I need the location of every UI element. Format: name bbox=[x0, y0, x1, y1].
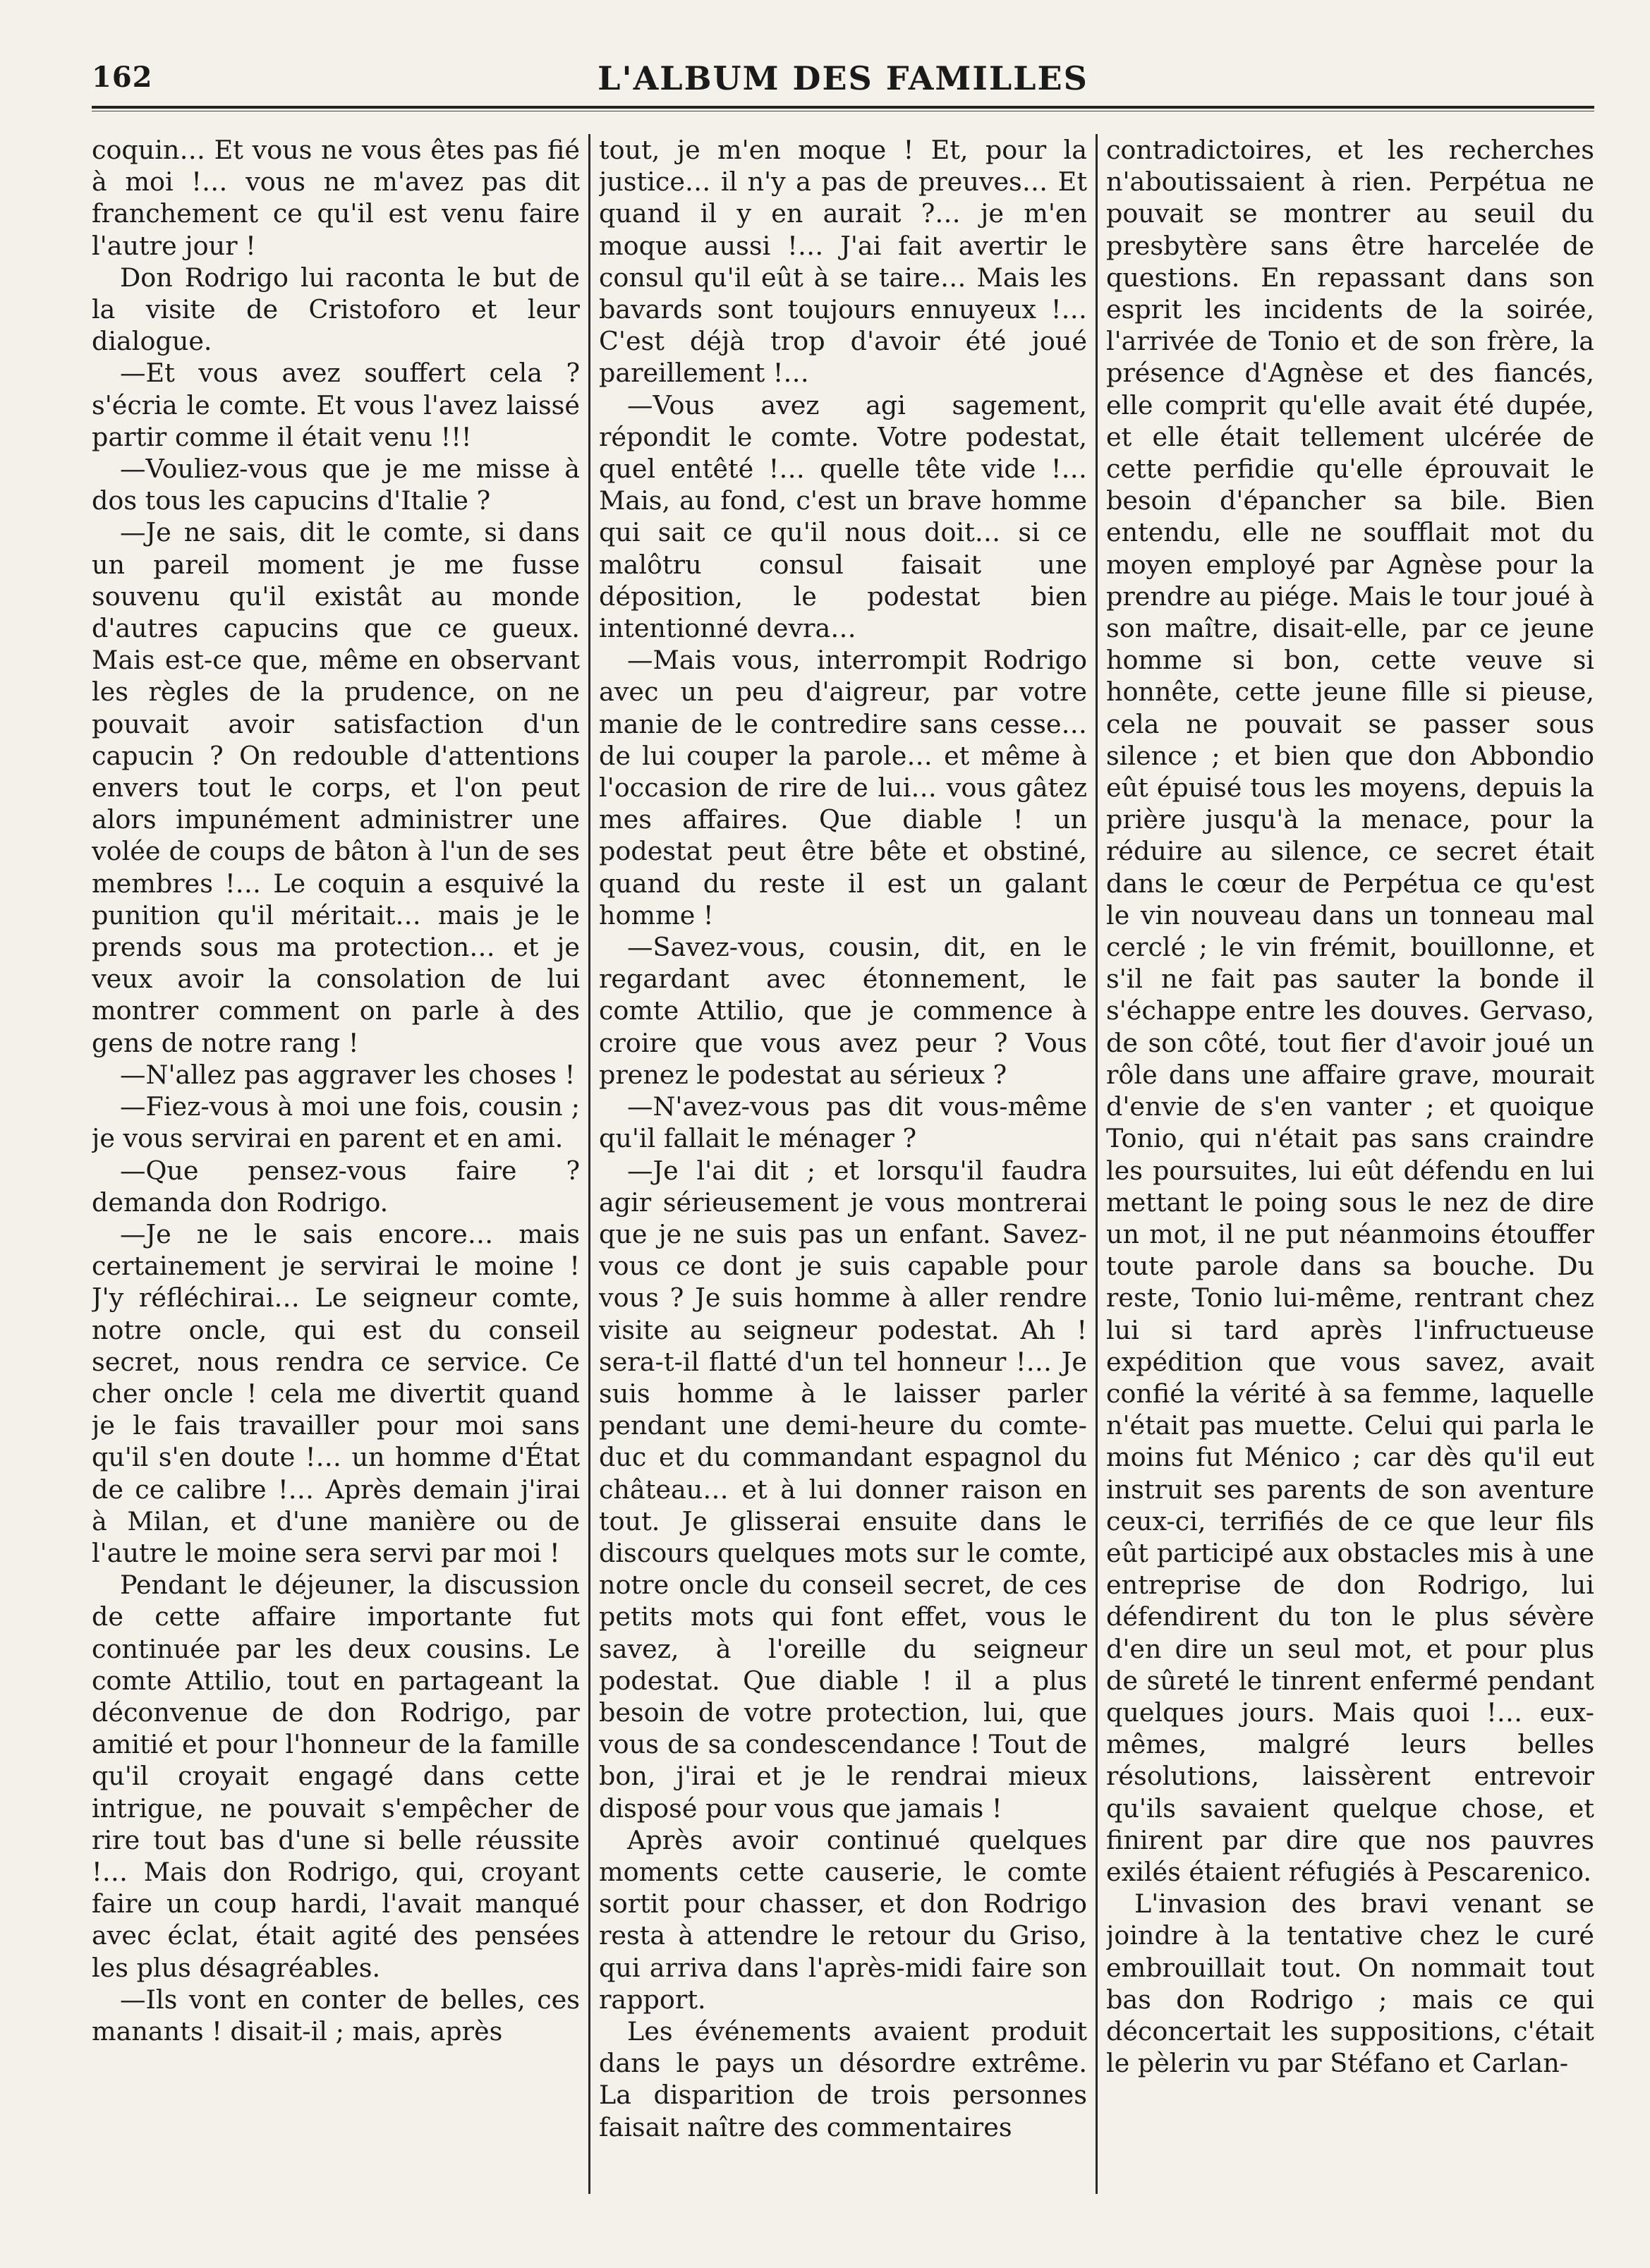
paragraph: Après avoir continué quelques moments cette causerie, le comte sortit pour chasser, et don Rodrigo resta à attendre le retour du Griso, qui arriva dans l'après-midi faire son rapport. bbox=[598, 1824, 1087, 2015]
column-rule bbox=[1096, 134, 1098, 2194]
paragraph: contradictoires, et les recherches n'aboutissaient à rien. Perpétua ne pouvait se montrer au seuil du presbytère sans être harcelée de questions. En repassant dans son esprit les incidents de la soirée, l'arrivée de Tonio et de son frère, la présence d'Agnèse et des fiancés, elle comprit qu'elle avait été dupée, et elle était tellement ulcérée de cette perfidie qu'elle éprouvait le besoin d'épancher sa bile. Bien entendu, elle ne soufflait mot du moyen employé par Agnèse pour la prendre au piége. Mais le tour joué à son maître, disait-elle, par ce jeune homme si bon, cette veuve si honnête, cette jeune fille si pieuse, cela ne pouvait se passer sous silence ; et bien que don Abbondio eût épuisé tous les moyens, depuis la prière jusqu'à la menace, pour la réduire au silence, ce secret était dans le cœur de Perpétua ce qu'est le vin nouveau dans un tonneau mal cerclé ; le vin frémit, bouillonne, et s'il ne fait pas sauter la bonde il s'échappe entre les douves. Gervaso, de son côté, tout fier d'avoir joué un rôle dans une affaire grave, mourait d'envie de s'en vanter ; et quoique Tonio, qui n'était pas sans craindre les poursuites, lui eût défendu en lui mettant le poing sous le nez de dire un mot, il ne put néanmoins étouffer toute parole dans sa bouche. Du reste, Tonio lui-même, rentrant chez lui si tard après l'infructueuse expédition que vous savez, avait confié la vérité à sa femme, laquelle n'était pas muette. Celui qui parla le moins fut Ménico ; car dès qu'il eut instruit ses parents de son aventure ceux-ci, terrifiés de ce que leur fils eût participé aux obstacles mis à une entreprise de don Rodrigo, lui défendirent du ton le plus sévère d'en dire un seul mot, et pour plus de sûreté le tinrent enfermé pendant quelques jours. Mais quoi !… eux-mêmes, malgré leurs belles résolutions, laissèrent entrevoir qu'ils savaient quelque chose, et finirent par dire que nos pauvres exilés étaient réfugiés à Pescarenico. bbox=[1105, 135, 1594, 1887]
text-columns bbox=[92, 134, 1594, 2194]
paragraph: —Vouliez-vous que je me misse à dos tous les capucins d'Italie ? bbox=[92, 454, 581, 516]
paragraph: Pendant le déjeuner, la discussion de cette affaire importante fut continuée par les deux cousins. Le comte Attilio, tout en partageant la déconvenue de don Rodrigo, par amitié et pour l'honneur de la famille qu'il croyait engagé dans cette intrigue, ne pouvait s'empêcher de rire tout bas d'une si belle réussite !… Mais don Rodrigo, qui, croyant faire un coup hardi, l'avait manqué avec éclat, était agité des pensées les plus désagréables. bbox=[92, 1570, 581, 1983]
header-rule bbox=[92, 106, 1594, 111]
paragraph: —Et vous avez souffert cela ? s'écria le comte. Et vous l'avez laissé partir comme il était venu !!! bbox=[92, 358, 581, 452]
paragraph: —Mais vous, interrompit Rodrigo avec un peu d'aigreur, par votre manie de le contredire sans cesse… de lui couper la parole… et même à l'occasion de rire de lui… vous gâtez mes affaires. Que diable ! un podestat peut être bête et obstiné, quand du reste il est un galant homme ! bbox=[598, 645, 1087, 930]
paragraph: —Que pensez-vous faire ? demanda don Rodrigo. bbox=[92, 1155, 581, 1218]
paragraph: —Ils vont en conter de belles, ces manants ! disait-il ; mais, après bbox=[92, 1984, 581, 2046]
paragraph: Don Rodrigo lui raconta le but de la visite de Cristoforo et leur dialogue. bbox=[92, 262, 581, 357]
column-2 bbox=[599, 134, 1087, 2194]
column-1 bbox=[92, 134, 580, 2194]
paragraph: Les événements avaient produit dans le pays un désordre extrême. La disparition de trois personnes faisait naître des commentaires bbox=[598, 2015, 1087, 2142]
page-header bbox=[92, 48, 1594, 104]
paragraph: coquin… Et vous ne vous êtes pas fié à moi !… vous ne m'avez pas dit franchement ce qu'il est venu faire l'autre jour ! bbox=[92, 135, 581, 261]
paragraph: —N'allez pas aggraver les choses ! bbox=[120, 1059, 576, 1090]
paragraph: —Vous avez agi sagement, répondit le comte. Votre podestat, quel entêté !… quelle tête vide !… Mais, au fond, c'est un brave homme qui sait ce qu'il nous doit… si ce malôtru consul faisait une déposition, le podestat bien intentionné devra… bbox=[598, 389, 1087, 644]
paragraph: —Fiez-vous à moi une fois, cousin ; je vous servirai en parent et en ami. bbox=[92, 1091, 581, 1154]
column-rule bbox=[588, 134, 590, 2194]
paragraph: —N'avez-vous pas dit vous-même qu'il fallait le ménager ? bbox=[598, 1091, 1087, 1154]
paragraph: tout, je m'en moque ! Et, pour la justice… il n'y a pas de preuves… Et quand il y en aurait ?… je m'en moque aussi !… J'ai fait avertir le consul qu'il eût à se taire… Mais les bavards sont toujours ennuyeux !… C'est déjà trop d'avoir été joué pareillement !… bbox=[598, 135, 1087, 389]
paragraph: —Savez-vous, cousin, dit, en le regardant avec étonnement, le comte Attilio, que je commence à croire que vous avez peur ? Vous prenez le podestat au sérieux ? bbox=[598, 932, 1087, 1090]
paragraph: —Je ne sais, dit le comte, si dans un pareil moment je me fusse souvenu qu'il existât au monde d'autres capucins que ce gueux. Mais est-ce que, même en observant les règles de la prudence, on ne pouvait avoir satisfaction d'un capucin ? On redouble d'attentions envers tout le corps, et l'on peut alors impunément administrer une volée de coups de bâton à l'un de ses membres !… Le coquin a esquivé la punition qu'il méritait… mais je le prends sous ma protection… et je veux avoir la consolation de lui montrer comment on parle à des gens de notre rang ! bbox=[92, 517, 581, 1058]
running-title: L'ALBUM DES FAMILLES bbox=[597, 59, 1088, 97]
page-number: 162 bbox=[92, 61, 153, 94]
paragraph: L'invasion des bravi venant se joindre à la tentative chez le curé embrouillait tout. On nommait tout bas don Rodrigo ; mais ce qui déconcertait les suppositions, c'était le pèlerin vu par Stéfano et Carlan- bbox=[1105, 1888, 1594, 2079]
paragraph: —Je l'ai dit ; et lorsqu'il faudra agir sérieusement je vous montrerai que je ne suis pas un enfant. Savez-vous ce dont je suis capable pour vous ? Je suis homme à aller rendre visite au seigneur podestat. Ah ! sera-t-il flatté d'un tel honneur !… Je suis homme à le laisser parler pendant une demi-heure du comte-duc et du commandant espagnol du château… et à lui donner raison en tout. Je glisserai ensuite dans le discours quelques mots sur le comte, notre oncle du conseil secret, de ces petits mots qui font effet, vous le savez, à l'oreille du seigneur podestat. Que diable ! il a plus besoin de votre protection, lui, que vous de sa condescendance ! Tout de bon, j'irai et je le rendrai mieux disposé pour vous que jamais ! bbox=[598, 1155, 1087, 1824]
column-3 bbox=[1106, 134, 1594, 2194]
paragraph: —Je ne le sais encore… mais certainement je servirai le moine ! J'y réfléchirai… Le seigneur comte, notre oncle, qui est du conseil secret, nous rendra ce service. Ce cher oncle ! cela me divertit quand je le fais travailler pour moi sans qu'il s'en doute !… un homme d'État de ce calibre !… Après demain j'irai à Milan, et d'une manière ou de l'autre le moine sera servi par moi ! bbox=[92, 1218, 581, 1568]
